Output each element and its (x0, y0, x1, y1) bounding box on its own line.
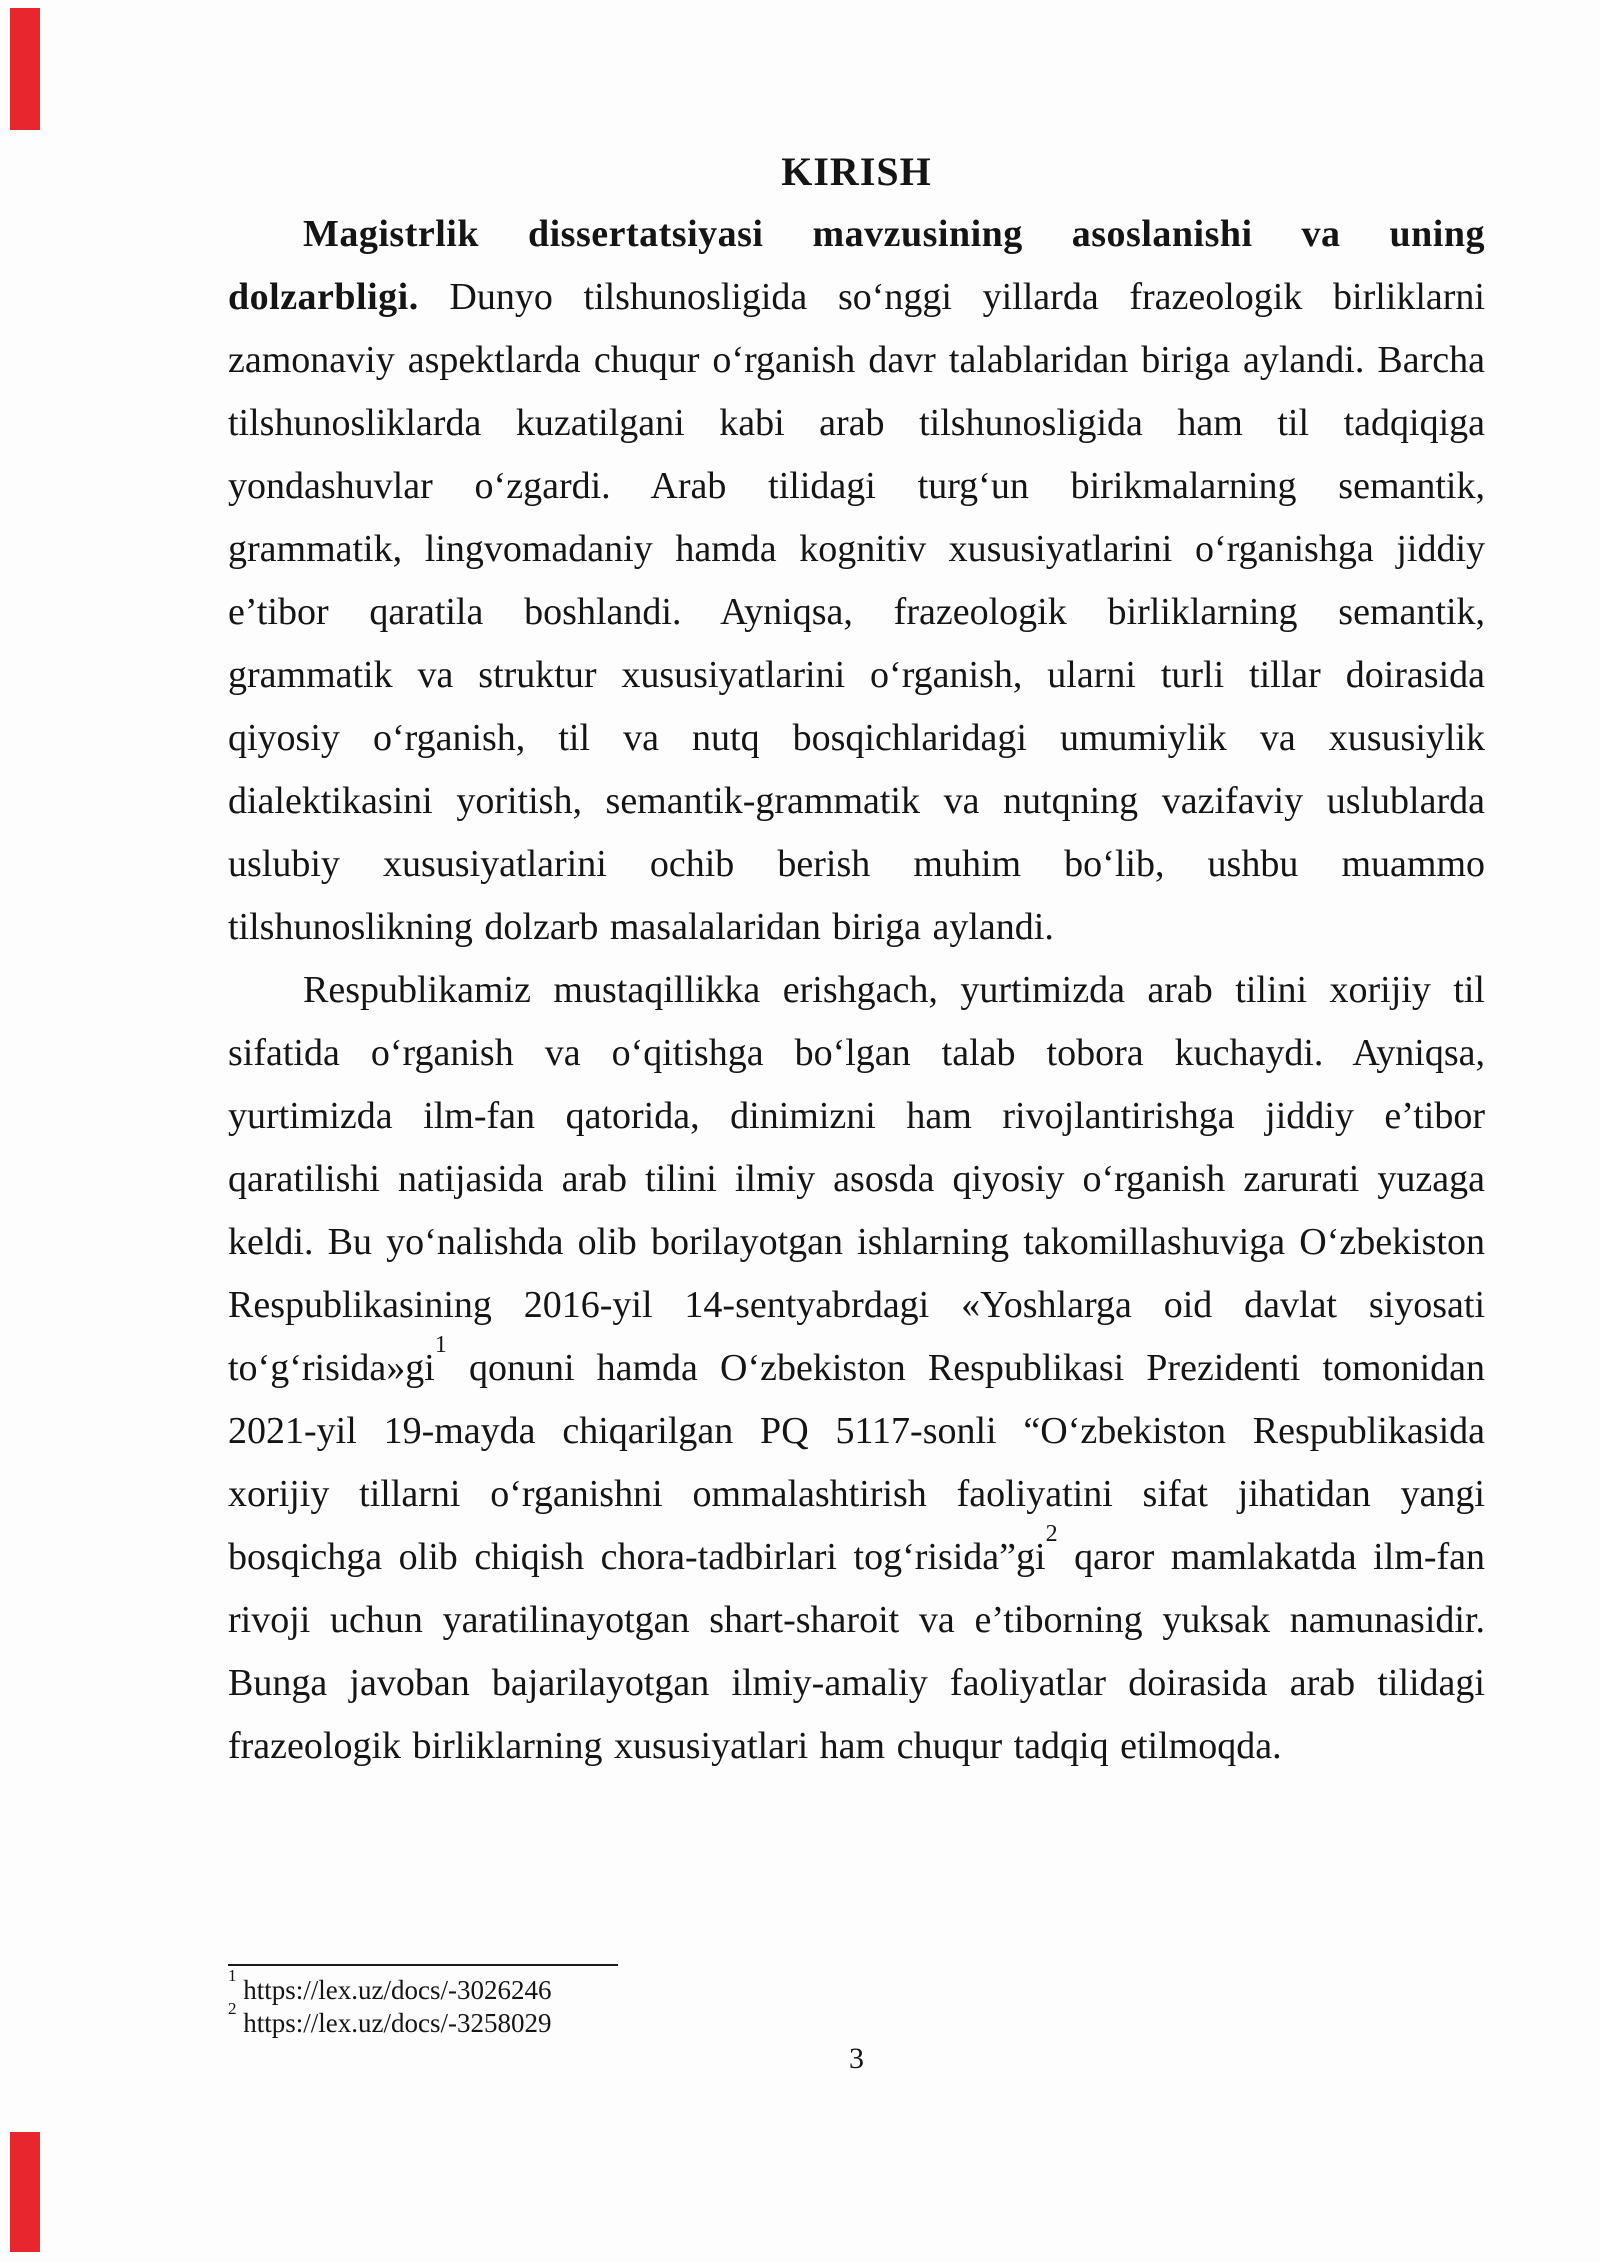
footnote-2-marker: 2 (228, 1999, 237, 2018)
page-content (228, 140, 1485, 1778)
section-title: KIRISH (781, 149, 932, 194)
paragraph-2-text-part3: qaror mamlakatda ilm-fan rivoji uchun yaratilinayotgan shart-sharoit va e’tiborning yuksak namunasidir. Bunga javoban bajarilayotgan ilmiy-amaliy faoliyatlar doirasida arab tilidagi frazeologik birliklarning xususiyatlari ham chuqur tadqiq etilmoqda. (228, 1536, 1485, 1767)
footnote-1 (228, 1966, 1485, 2007)
paragraph-1-text: Dunyo tilshunosligida so‘nggi yillarda frazeologik birliklarni zamonaviy aspektlarda chuqur o‘rganish davr talablaridan biriga aylandi. Barcha tilshunosliklarda kuzatilgani kabi arab tilshunosligida ham til tadqiqiga yondashuvlar o‘zgardi. Arab tilidagi turg‘un birikmalarning semantik, grammatik, lingvomadaniy hamda kognitiv xususiyatlarini o‘rganishga jiddiy e’tibor qaratila boshlandi. Ayniqsa, frazeologik birliklarning semantik, grammatik va struktur xususiyatlarini o‘rganish, ularni turli tillar doirasida qiyosiy o‘rganish, til va nutq bosqichlaridagi umumiylik va xususiylik dialektikasini yoritish, semantik-grammatik va nutqning vazifaviy uslublarda uslubiy xususiyatlarini ochib berish muhim bo‘lib, ushbu muammo tilshunoslikning dolzarb masalalaridan biriga aylandi. (228, 276, 1485, 948)
footnote-separator-rule (228, 1964, 618, 1966)
footnote-area (228, 1964, 1485, 2040)
paragraph-1-lead-bold: Magistrlik dissertatsiyasi mavzusining asoslanishi va uning dolzarbligi. (228, 213, 1485, 318)
page-number: 3 (849, 2042, 864, 2075)
footnote-2 (228, 1999, 1485, 2040)
paragraph-2-text-part1: Respublikamiz mustaqillikka erishgach, yurtimizda arab tilini xorijiy til sifatida o‘rganish va o‘qitishga bo‘lgan talab tobora kuchaydi. Ayniqsa, yurtimizda ilm-fan qatorida, dinimizni ham rivojlantirishga jiddiy e’tibor qaratilishi natijasida arab tilini ilmiy asosda qiyosiy o‘rganish zarurati yuzaga keldi. Bu yo‘nalishda olib borilayotgan ishlarning takomillashuviga O‘zbekiston Respublikasining 2016-yil 14-sentyabrdagi «Yoshlarga oid davlat siyosati to‘g‘risida»gi (228, 969, 1485, 1389)
paragraph-1 (228, 203, 1485, 959)
paragraph-2-text-part2: qonuni hamda O‘zbekiston Respublikasi Prezidenti tomonidan 2021-yil 19-mayda chiqarilgan PQ 5117-sonli “O‘zbekiston Respublikasida xorijiy tillarni o‘rganishni ommalashtirish faoliyatini sifat jihatidan yangi bosqichga olib chiqish chora-tadbirlari tog‘risida”gi (228, 1347, 1485, 1578)
paragraph-2 (228, 959, 1485, 1778)
footnote-1-url: https://lex.uz/docs/-3026246 (243, 1975, 552, 2005)
footnote-ref-2: 2 (1045, 1521, 1058, 1548)
footnote-1-marker: 1 (228, 1966, 237, 1985)
footnote-ref-1: 1 (434, 1332, 447, 1359)
red-edge-marker-top (10, 8, 40, 130)
red-edge-marker-bottom (10, 2132, 40, 2252)
footnote-2-url: https://lex.uz/docs/-3258029 (243, 2008, 552, 2038)
